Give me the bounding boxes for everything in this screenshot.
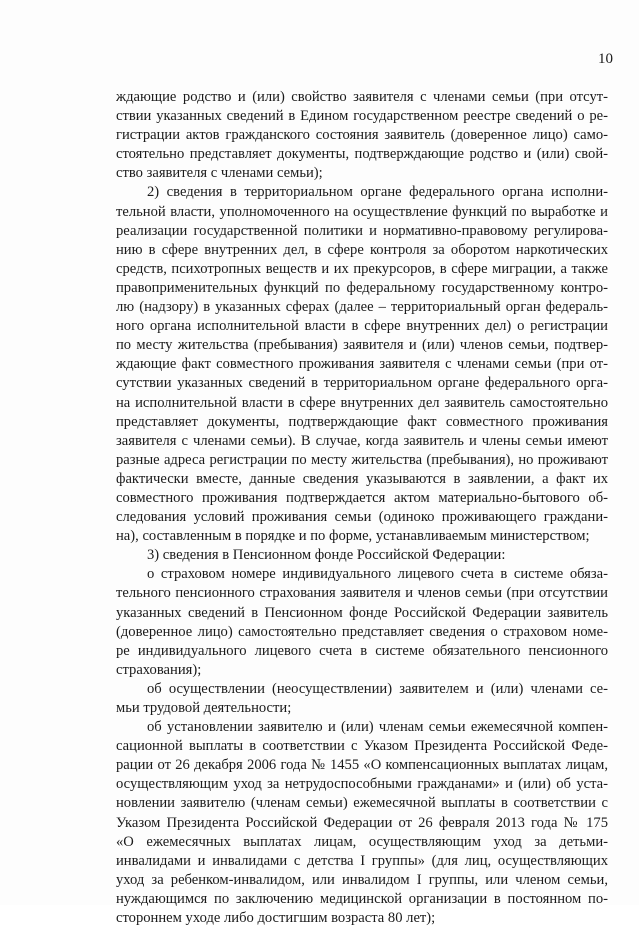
paragraph-item-2-registration [116,183,608,546]
text-line: 3) сведения в Пенсионном фонде Российской Федерации: [147,547,506,564]
text-line: инвалидами и инвалидами с детства I группы» (для лиц, осуществляющих [116,852,608,869]
text-line: представляет документы, подтверждающие факт совместного проживания [116,413,608,430]
paragraph-insurance-number [116,565,608,680]
paragraph-kinship-evidence [116,88,608,183]
text-line: об установлении заявителю и (или) членам семьи ежемесячной компен- [147,719,608,736]
text-line: осуществляющим уход за нетрудоспособными гражданами» и (или) об уста- [116,776,608,793]
text-line: сационной выплаты в соответствии с Указом Президента Российской Феде- [116,738,608,755]
text-line: на), составленным в порядке и по форме, устанавливаемым министерством; [116,528,590,545]
text-line: стороннем уходе либо достигшим возраста 80 лет); [116,910,436,927]
text-line: ре индивидуального лицевого счета в системе обязательного пенсионного [116,642,608,659]
text-line: заявителя с членами семьи). В случае, когда заявитель и члены семьи имеют [116,432,608,449]
text-line: 2) сведения в территориальном органе федерального органа исполни- [147,184,608,201]
text-line: о страховом номере индивидуального лицевого счета в системе обяза- [147,566,608,583]
text-line: мьи трудовой деятельности; [116,700,292,716]
text-line: нуждающимся по заключению медицинской организации в постоянном по- [116,890,608,907]
text-line: средств, психотропных веществ и их прекурсоров, в сфере миграции, а также [116,260,608,277]
text-line: гистрации актов гражданского состояния заявитель (доверенное лицо) само- [116,127,608,144]
paragraph-compensation-payment [116,718,608,928]
text-line: тельного пенсионного страхования заявителя и членов семьи (при отсутствии [116,585,608,602]
text-line: нию в сфере внутренних дел, в сфере контроля за оборотом наркотических [116,241,608,258]
text-line: сутствии указанных сведений в территориальном органе федерального орга- [116,375,608,392]
paragraph-item-3-pension-fund [116,546,608,565]
text-line: (доверенное лицо) самостоятельно представляет сведения о страховом номе- [116,623,608,640]
text-line: на исполнительной власти в сфере внутренних дел заявитель самостоятельно [116,394,608,411]
text-line: ство заявителя с членами семьи); [116,165,323,182]
text-line: правоприменительных функций по федеральному государственному контро- [116,279,608,296]
text-line: ного органа исполнительной власти в сфере внутренних дел) о регистрации [116,318,608,335]
text-line: «О ежемесячных выплатах лицам, осуществляющим уход за детьми- [116,833,608,850]
paragraph-employment [116,680,608,718]
text-line: новлении заявителю (членам семьи) ежемесячной выплаты в соответствии с [116,795,608,812]
text-line: реализации государственной политики и нормативно-правовому регулирова- [116,222,608,239]
text-line: по месту жительства (пребывания) заявителя и (или) членов семьи, подтвер- [116,337,608,354]
text-line: об осуществлении (неосуществлении) заявителем и (или) членами се- [147,680,608,697]
text-line: страхования); [116,661,202,678]
text-line: разные адреса регистрации по месту жительства (пребывания), но проживают [116,451,608,468]
text-line: следования условий проживания семьи (одиноко проживающего граждани- [116,509,608,526]
document-body [116,88,608,928]
text-line: указанных сведений в Пенсионном фонде Российской Федерации заявитель [116,604,608,621]
text-line: совместного проживания подтверждается актом материально-бытового об- [116,489,608,506]
text-line: Указом Президента Российской Федерации от 26 февраля 2013 года № 175 [116,814,608,831]
text-line: лю (надзору) в указанных сферах (далее – территориальный орган федераль- [116,299,608,316]
text-line: ждающие родство и (или) свойство заявителя с членами семьи (при отсут- [116,89,608,105]
text-line: стоятельно представляет документы, подтверждающие родство и (или) свой- [116,146,608,163]
text-line: тельной власти, уполномоченного на осуществление функций по выработке и [116,203,608,220]
text-line: ствии указанных сведений в Едином государственном реестре сведений о ре- [116,108,608,125]
page-number: 10 [598,51,613,67]
text-line: уход за ребенком-инвалидом, или инвалидом I группы, или членом семьи, [116,871,608,888]
text-line: рации от 26 декабря 2006 года № 1455 «О компенсационных выплатах лицам, [116,757,608,774]
text-line: фактически вместе, данные сведения указываются в заявлении, а факт их [116,470,608,487]
text-line: ждающие факт совместного проживания заявителя с членами семьи (при от- [116,356,608,373]
